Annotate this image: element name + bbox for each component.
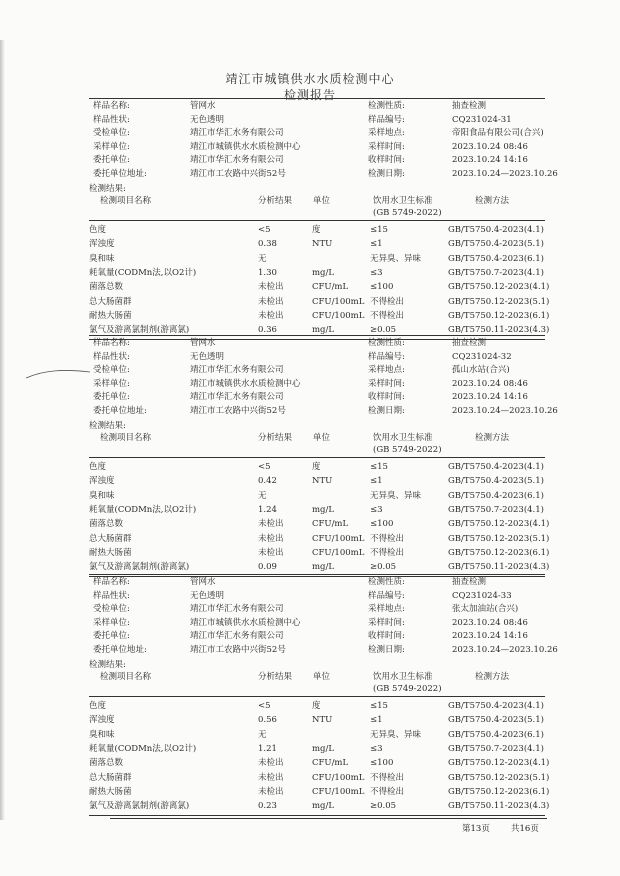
block-2-label-entrust-addr: 委托单位地址: <box>93 406 147 416</box>
block-2-row-5-result: 未检出 <box>258 519 284 530</box>
block-3-row-5-unit: CFU/mL <box>312 758 349 769</box>
block-3-label-sample-name: 样品名称: <box>93 577 130 587</box>
block-2-label-sample-time: 采样时间: <box>368 378 405 389</box>
block-1-row-1-method: GB/T5750.4-2023(4.1) <box>448 225 544 235</box>
block-1-row-6-unit: CFU/100mL <box>312 296 365 307</box>
block-2-results-label: 检测结果: <box>89 421 126 431</box>
block-3-label-sample-state: 样品性状: <box>93 590 130 601</box>
block-3-row-5-result: 未检出 <box>258 758 284 769</box>
block-1-row-8-standard: ≥0.05 <box>370 325 397 336</box>
block-3-row-6-method: GB/T5750.12-2023(5.1) <box>448 772 550 783</box>
block-1-row-4-unit: mg/L <box>312 267 335 278</box>
block-2-row-7-result: 未检出 <box>258 547 284 558</box>
block-1-row-8-result: 0.36 <box>258 325 277 336</box>
block-1-label-test-date: 检测日期: <box>368 169 405 179</box>
block-1-row-2-method: GB/T5750.4-2023(5.1) <box>448 239 544 250</box>
block-2-receive-time: 2023.10.24 14:16 <box>452 392 528 403</box>
block-3-col-result: 分析结果 <box>258 672 293 682</box>
scan-edge-shadow <box>0 40 5 820</box>
block-2-header-rule <box>89 457 545 458</box>
block-2-row-8-item-name: 氯气及游离氯制剂(游离氯) <box>89 562 190 573</box>
block-2-row-5-item-name: 菌落总数 <box>89 519 124 530</box>
block-3-row-3-item-name: 臭和味 <box>89 729 115 740</box>
block-1-row-4-result: 1.30 <box>258 267 277 278</box>
page-number: 第13页 <box>462 824 490 834</box>
block-3-row-6-standard: 不得检出 <box>370 772 405 783</box>
block-1-col-unit: 单位 <box>313 196 331 206</box>
block-3-row-7-result: 未检出 <box>258 786 284 797</box>
block-1-row-2-standard: ≤1 <box>370 239 383 250</box>
block-2-row-1-method: GB/T5750.4-2023(4.1) <box>448 462 544 472</box>
block-1-row-2-result: 0.38 <box>258 239 277 250</box>
block-1-row-1-item-name: 色度 <box>89 225 107 235</box>
block-3-row-8-unit: mg/L <box>312 801 335 812</box>
block-2-row-6-method: GB/T5750.12-2023(5.1) <box>448 533 550 544</box>
block-2-row-4-method: GB/T5750.7-2023(4.1) <box>448 504 544 515</box>
block-3-test-date: 2023.10.24—2023.10.26 <box>452 645 558 655</box>
block-3-row-5-standard: ≤100 <box>370 758 394 769</box>
block-2-row-3-result: 无 <box>258 490 267 501</box>
block-2-row-7-method: GB/T5750.12-2023(6.1) <box>448 547 550 558</box>
block-2-col-result: 分析结果 <box>258 433 293 443</box>
block-2-label-client: 受检单位: <box>93 365 130 376</box>
block-3-label-entrust: 委托单位: <box>93 631 130 642</box>
block-1-receive-time: 2023.10.24 14:16 <box>452 155 528 166</box>
block-2-row-4-result: 1.24 <box>258 504 277 515</box>
block-2-sample-time: 2023.10.24 08:46 <box>452 378 528 389</box>
block-1-row-4-item-name: 耗氧量(CODMn法,以O2计) <box>89 267 197 278</box>
block-3-label-test-date: 检测日期: <box>368 645 405 655</box>
block-2-label-sample-site: 采样地点: <box>368 365 405 376</box>
block-1-row-3-standard: 无异臭、异味 <box>370 253 422 264</box>
block-1-col-std-code: (GB 5749-2022) <box>373 208 442 218</box>
block-3-row-4-standard: ≤3 <box>370 743 383 754</box>
block-3-label-sample-time: 采样时间: <box>368 617 405 628</box>
block-2-label-sample-name: 样品名称: <box>93 338 130 348</box>
block-3-sample-time: 2023.10.24 08:46 <box>452 617 528 628</box>
block-3-sample-state: 无色透明 <box>190 590 225 601</box>
block-3-sampler: 靖江市城镇供水水质检测中心 <box>190 617 301 628</box>
block-3-receive-time: 2023.10.24 14:16 <box>452 631 528 642</box>
block-2-row-6-result: 未检出 <box>258 533 284 544</box>
block-3-row-2-item-name: 浑浊度 <box>89 715 115 726</box>
block-1-row-4-standard: ≤3 <box>370 267 383 278</box>
block-1-label-receive-time: 收样时间: <box>368 155 405 166</box>
block-1-row-8-item-name: 氯气及游离氯制剂(游离氯) <box>89 325 190 336</box>
block-3-col-item: 检测项目名称 <box>100 672 152 682</box>
block-2-row-7-standard: 不得检出 <box>370 547 405 558</box>
block-3-label-sample-site: 采样地点: <box>368 604 405 615</box>
block-3-label-sampler: 采样单位: <box>93 617 130 628</box>
block-2-row-2-result: 0.42 <box>258 476 277 487</box>
block-1-row-5-standard: ≤100 <box>370 282 394 293</box>
block-1-sampler: 靖江市城镇供水水质检测中心 <box>190 141 301 152</box>
block-2-row-2-unit: NTU <box>312 476 333 487</box>
block-2-row-4-standard: ≤3 <box>370 504 383 515</box>
block-1-results-label: 检测结果: <box>89 184 126 194</box>
block-3-row-1-method: GB/T5750.4-2023(4.1) <box>448 701 544 711</box>
block-1-sample-site: 帝阳食品有限公司(合兴) <box>452 128 544 139</box>
block-3-row-1-standard: ≤15 <box>370 701 388 711</box>
block-3-label-client: 受检单位: <box>93 604 130 615</box>
block-1-sample-time: 2023.10.24 08:46 <box>452 141 528 152</box>
block-2-row-3-method: GB/T5750.4-2023(6.1) <box>448 490 544 501</box>
block-3-row-2-unit: NTU <box>312 715 333 726</box>
block-3-bottom-rule <box>89 815 545 816</box>
block-2-sampler: 靖江市城镇供水水质检测中心 <box>190 378 301 389</box>
block-2-row-4-unit: mg/L <box>312 504 335 515</box>
block-3-row-7-standard: 不得检出 <box>370 786 405 797</box>
block-3-row-8-result: 0.23 <box>258 801 277 812</box>
block-2-row-6-standard: 不得检出 <box>370 533 405 544</box>
block-2-row-5-method: GB/T5750.12-2023(4.1) <box>448 519 550 530</box>
block-2-sample-state: 无色透明 <box>190 351 225 362</box>
block-3-row-2-method: GB/T5750.4-2023(5.1) <box>448 715 544 726</box>
block-2-row-6-unit: CFU/100mL <box>312 533 365 544</box>
block-2-label-test-date: 检测日期: <box>368 406 405 416</box>
block-3-sample-site: 张太加油站(合兴) <box>452 604 519 615</box>
block-3-row-7-method: GB/T5750.12-2023(6.1) <box>448 786 550 797</box>
block-2-row-6-item-name: 总大肠菌群 <box>89 533 132 544</box>
block-2-label-receive-time: 收样时间: <box>368 392 405 403</box>
block-1-sample-no: CQ231024-31 <box>452 114 512 125</box>
block-2-row-4-item-name: 耗氧量(CODMn法,以O2计) <box>89 504 197 515</box>
block-1-row-5-item-name: 菌落总数 <box>89 282 124 293</box>
block-1-label-client: 受检单位: <box>93 128 130 139</box>
block-2-row-2-standard: ≤1 <box>370 476 383 487</box>
block-1-label-sample-site: 采样地点: <box>368 128 405 139</box>
block-3-row-3-method: GB/T5750.4-2023(6.1) <box>448 729 544 740</box>
block-3-row-1-result: <5 <box>258 701 271 711</box>
block-1-col-method: 检测方法 <box>475 196 510 206</box>
block-3-label-entrust-addr: 委托单位地址: <box>93 645 147 655</box>
block-3-row-7-item-name: 耐热大肠菌 <box>89 786 132 797</box>
block-3-row-6-result: 未检出 <box>258 772 284 783</box>
block-1-row-6-item-name: 总大肠菌群 <box>89 296 132 307</box>
block-1-label-sample-no: 样品编号: <box>368 114 405 125</box>
block-2-top-rule <box>89 335 545 336</box>
block-1-row-6-result: 未检出 <box>258 296 284 307</box>
block-1-client: 靖江市华汇水务有限公司 <box>190 128 284 139</box>
block-1-row-8-unit: mg/L <box>312 325 335 336</box>
block-3-label-test-type: 检测性质: <box>368 577 405 587</box>
block-1-row-7-item-name: 耐热大肠菌 <box>89 310 132 321</box>
block-1-row-5-result: 未检出 <box>258 282 284 293</box>
block-3-entrust-addr: 靖江市工农路中兴街52号 <box>190 645 286 655</box>
block-2-row-8-method: GB/T5750.11-2023(4.3) <box>448 562 550 573</box>
block-2-client: 靖江市华汇水务有限公司 <box>190 365 284 376</box>
block-3-row-2-standard: ≤1 <box>370 715 383 726</box>
block-2-sample-no: CQ231024-32 <box>452 351 512 362</box>
block-1-label-sample-time: 采样时间: <box>368 141 405 152</box>
block-2-row-8-unit: mg/L <box>312 562 335 573</box>
block-1-label-entrust-addr: 委托单位地址: <box>93 169 147 179</box>
block-3-row-8-standard: ≥0.05 <box>370 801 397 812</box>
block-2-label-sampler: 采样单位: <box>93 378 130 389</box>
block-1-test-type: 抽查检测 <box>452 101 487 111</box>
block-2-row-2-item-name: 浑浊度 <box>89 476 115 487</box>
block-2-row-5-standard: ≤100 <box>370 519 394 530</box>
block-3-sample-no: CQ231024-33 <box>452 590 512 601</box>
block-2-label-sample-no: 样品编号: <box>368 351 405 362</box>
block-3-row-4-unit: mg/L <box>312 743 335 754</box>
block-1-row-5-method: GB/T5750.12-2023(4.1) <box>448 282 550 293</box>
block-3-row-6-item-name: 总大肠菌群 <box>89 772 132 783</box>
block-3-row-5-item-name: 菌落总数 <box>89 758 124 769</box>
block-2-row-3-item-name: 臭和味 <box>89 490 115 501</box>
block-2-row-2-method: GB/T5750.4-2023(5.1) <box>448 476 544 487</box>
block-1-sample-state: 无色透明 <box>190 114 225 125</box>
block-3-row-4-result: 1.21 <box>258 743 277 754</box>
block-2-col-method: 检测方法 <box>475 433 510 443</box>
block-3-test-type: 抽查检测 <box>452 577 487 587</box>
block-1-row-6-standard: 不得检出 <box>370 296 405 307</box>
block-1-row-2-unit: NTU <box>312 239 333 250</box>
block-3-label-sample-no: 样品编号: <box>368 590 405 601</box>
block-3-col-std-code: (GB 5749-2022) <box>373 684 442 694</box>
block-1-row-1-standard: ≤15 <box>370 225 388 235</box>
block-1-row-5-unit: CFU/mL <box>312 282 349 293</box>
block-2-col-std: 饮用水卫生标准 <box>373 433 433 443</box>
block-1-row-8-method: GB/T5750.11-2023(4.3) <box>448 325 550 336</box>
block-2-label-test-type: 检测性质: <box>368 338 405 348</box>
block-2-test-date: 2023.10.24—2023.10.26 <box>452 406 558 416</box>
block-3-client: 靖江市华汇水务有限公司 <box>190 604 284 615</box>
pen-mark <box>24 366 94 386</box>
block-3-row-8-item-name: 氯气及游离氯制剂(游离氯) <box>89 801 190 812</box>
block-3-row-5-method: GB/T5750.12-2023(4.1) <box>448 758 550 769</box>
block-2-row-1-unit: 度 <box>312 462 321 472</box>
block-3-col-std: 饮用水卫生标准 <box>373 672 433 682</box>
block-2-entrust: 靖江市华汇水务有限公司 <box>190 392 284 403</box>
block-3-sample-name: 管网水 <box>190 577 216 587</box>
block-2-label-sample-state: 样品性状: <box>93 351 130 362</box>
block-3-col-method: 检测方法 <box>475 672 510 682</box>
block-1-header-rule <box>89 220 545 221</box>
block-1-sample-name: 管网水 <box>190 101 216 111</box>
block-2-col-std-code: (GB 5749-2022) <box>373 445 442 455</box>
block-1-row-6-method: GB/T5750.12-2023(5.1) <box>448 296 550 307</box>
page-total: 共16页 <box>511 824 539 834</box>
block-2-test-type: 抽查检测 <box>452 338 487 348</box>
block-1-row-4-method: GB/T5750.7-2023(4.1) <box>448 267 544 278</box>
block-2-row-8-result: 0.09 <box>258 562 277 573</box>
block-1-col-item: 检测项目名称 <box>100 196 152 206</box>
block-2-row-1-item-name: 色度 <box>89 462 107 472</box>
block-3-results-label: 检测结果: <box>89 660 126 670</box>
block-3-row-7-unit: CFU/100mL <box>312 786 365 797</box>
block-1-row-1-result: <5 <box>258 225 271 235</box>
block-2-row-1-standard: ≤15 <box>370 462 388 472</box>
block-3-row-1-unit: 度 <box>312 701 321 711</box>
block-3-row-4-item-name: 耗氧量(CODMn法,以O2计) <box>89 743 197 754</box>
block-1-entrust: 靖江市华汇水务有限公司 <box>190 155 284 166</box>
block-3-entrust: 靖江市华汇水务有限公司 <box>190 631 284 642</box>
block-1-row-3-result: 无 <box>258 253 267 264</box>
block-1-label-sample-name: 样品名称: <box>93 101 130 111</box>
block-2-row-1-result: <5 <box>258 462 271 472</box>
block-3-row-3-result: 无 <box>258 729 267 740</box>
block-3-row-3-standard: 无异臭、异味 <box>370 729 422 740</box>
report-title: 检测报告 <box>283 88 336 102</box>
block-1-label-sample-state: 样品性状: <box>93 114 130 125</box>
block-2-col-unit: 单位 <box>313 433 331 443</box>
block-1-row-7-standard: 不得检出 <box>370 310 405 321</box>
block-1-row-2-item-name: 浑浊度 <box>89 239 115 250</box>
block-2-entrust-addr: 靖江市工农路中兴街52号 <box>190 406 286 416</box>
block-2-row-5-unit: CFU/mL <box>312 519 349 530</box>
block-3-col-unit: 单位 <box>313 672 331 682</box>
block-1-col-result: 分析结果 <box>258 196 293 206</box>
block-1-row-7-method: GB/T5750.12-2023(6.1) <box>448 310 550 321</box>
block-2-col-item: 检测项目名称 <box>100 433 152 443</box>
block-2-row-8-standard: ≥0.05 <box>370 562 397 573</box>
block-1-top-rule <box>89 98 545 99</box>
block-3-row-2-result: 0.56 <box>258 715 277 726</box>
footer-rule <box>110 818 547 819</box>
block-3-label-receive-time: 收样时间: <box>368 631 405 642</box>
block-3-top-rule <box>89 574 545 575</box>
block-3-row-6-unit: CFU/100mL <box>312 772 365 783</box>
block-1-row-7-unit: CFU/100mL <box>312 310 365 321</box>
block-2-sample-name: 管网水 <box>190 338 216 348</box>
block-1-test-date: 2023.10.24—2023.10.26 <box>452 169 558 179</box>
block-2-sample-site: 孤山水站(合兴) <box>452 365 510 376</box>
block-2-row-7-item-name: 耐热大肠菌 <box>89 547 132 558</box>
block-1-row-3-item-name: 臭和味 <box>89 253 115 264</box>
block-1-row-1-unit: 度 <box>312 225 321 235</box>
block-2-row-7-unit: CFU/100mL <box>312 547 365 558</box>
block-1-entrust-addr: 靖江市工农路中兴街52号 <box>190 169 286 179</box>
block-3-header-rule <box>89 696 545 697</box>
block-3-row-1-item-name: 色度 <box>89 701 107 711</box>
block-3-row-4-method: GB/T5750.7-2023(4.1) <box>448 743 544 754</box>
block-1-row-3-method: GB/T5750.4-2023(6.1) <box>448 253 544 264</box>
block-1-col-std: 饮用水卫生标准 <box>373 196 433 206</box>
block-1-row-7-result: 未检出 <box>258 310 284 321</box>
block-1-label-test-type: 检测性质: <box>368 101 405 111</box>
block-1-label-sampler: 采样单位: <box>93 141 130 152</box>
block-2-label-entrust: 委托单位: <box>93 392 130 403</box>
block-2-row-3-standard: 无异臭、异味 <box>370 490 422 501</box>
block-1-label-entrust: 委托单位: <box>93 155 130 166</box>
report-org-title: 靖江市城镇供水水质检测中心 <box>225 72 395 86</box>
block-3-row-8-method: GB/T5750.11-2023(4.3) <box>448 801 550 812</box>
